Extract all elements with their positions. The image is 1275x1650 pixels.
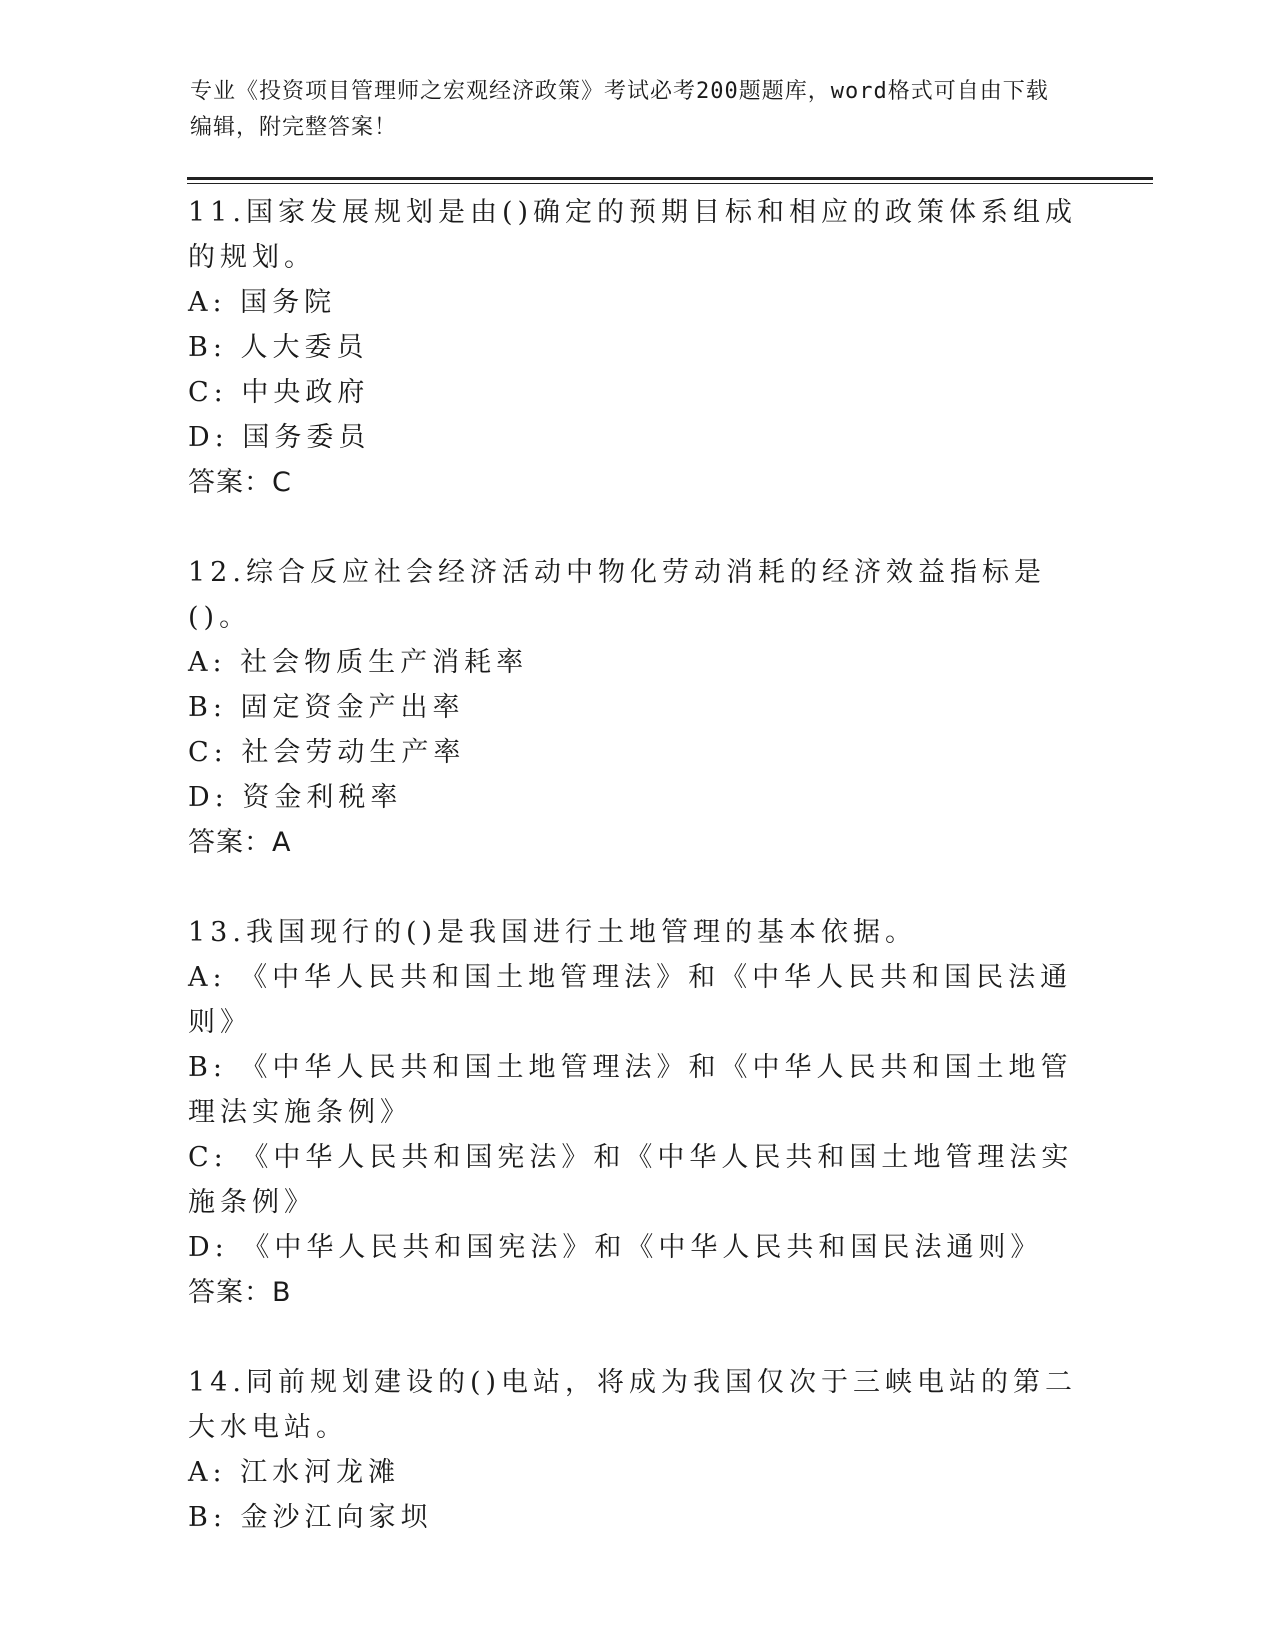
question-11 <box>188 190 1088 505</box>
document-header: 专业《投资项目管理师之宏观经济政策》考试必考200题题库，word格式可自由下载编辑，附完整答案！ <box>190 79 1049 140</box>
question-stem: 13.我国现行的()是我国进行土地管理的基本依据。 <box>188 917 918 948</box>
header-rule-thin <box>187 183 1153 184</box>
option-d: D: 《中华人民共和国宪法》和《中华人民共和国民法通则》 <box>188 1232 1043 1263</box>
answer: 答案：B <box>188 1277 292 1308</box>
question-list <box>188 190 1088 1585</box>
option-a: A: 《中华人民共和国土地管理法》和《中华人民共和国民法通则》 <box>188 962 1073 1038</box>
answer: 答案：A <box>188 827 292 858</box>
option-b: B: 固定资金产出率 <box>188 692 465 723</box>
option-b: B: 金沙江向家坝 <box>188 1502 433 1533</box>
option-a: A: 社会物质生产消耗率 <box>188 647 529 678</box>
option-c: C: 社会劳动生产率 <box>188 737 466 768</box>
question-12 <box>188 550 1088 865</box>
answer: 答案：C <box>188 467 292 498</box>
question-13 <box>188 910 1088 1315</box>
option-c: C: 中央政府 <box>188 377 370 408</box>
option-d: D: 资金利税率 <box>188 782 403 813</box>
question-14 <box>188 1360 1088 1540</box>
option-c: C: 《中华人民共和国宪法》和《中华人民共和国土地管理法实施条例》 <box>188 1142 1074 1218</box>
option-a: A: 国务院 <box>188 287 337 318</box>
question-stem: 14.同前规划建设的()电站，将成为我国仅次于三峡电站的第二大水电站。 <box>188 1367 1078 1443</box>
option-a: A: 江水河龙滩 <box>188 1457 401 1488</box>
question-stem: 12.综合反应社会经济活动中物化劳动消耗的经济效益指标是()。 <box>188 557 1046 633</box>
option-b: B: 《中华人民共和国土地管理法》和《中华人民共和国土地管理法实施条例》 <box>188 1052 1073 1128</box>
header-rule-thick <box>187 177 1153 180</box>
option-d: D: 国务委员 <box>188 422 371 453</box>
question-stem: 11.国家发展规划是由()确定的预期目标和相应的政策体系组成的规划。 <box>188 197 1078 273</box>
option-b: B: 人大委员 <box>188 332 369 363</box>
